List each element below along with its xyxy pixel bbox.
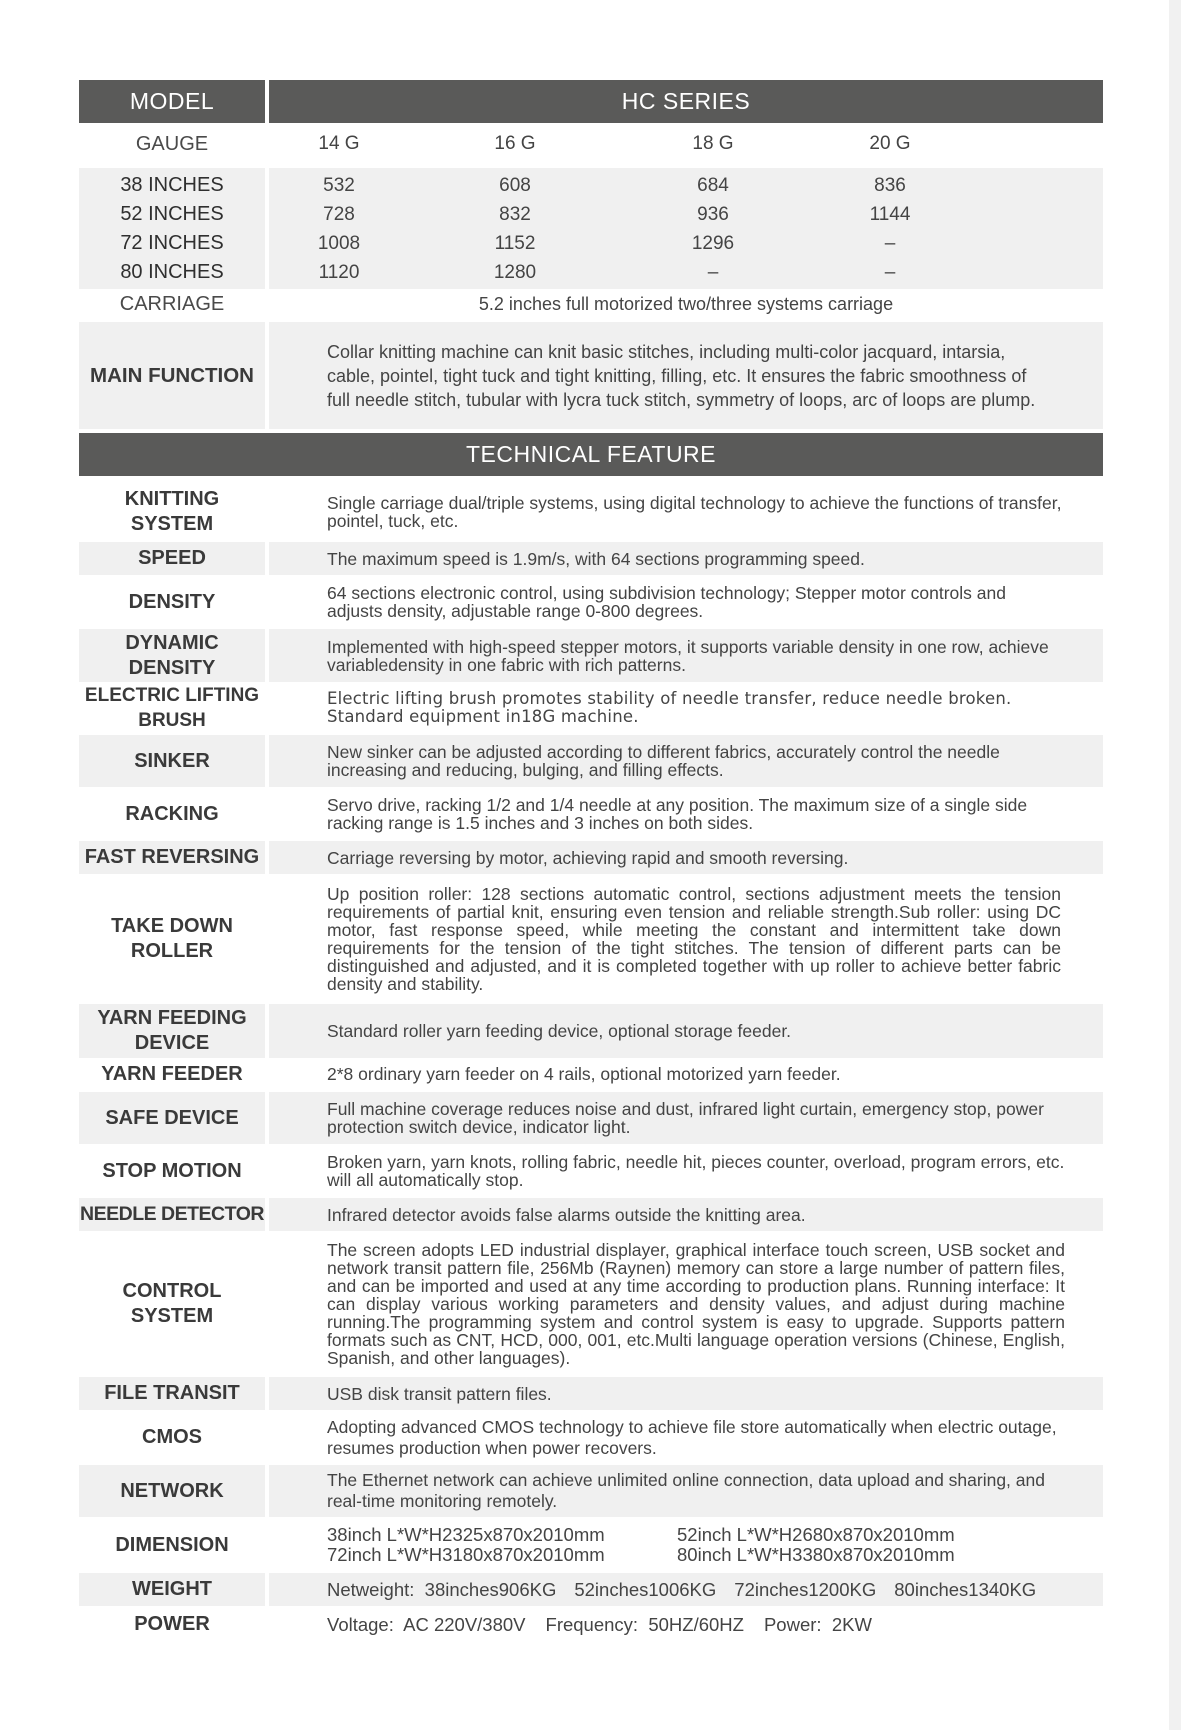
feature-row-density: [79, 577, 1103, 627]
take-down-roller-label-2: ROLLER: [130, 940, 214, 962]
dynamic-density-label-2: DENSITY: [128, 656, 216, 679]
feature-row-file-transit: [79, 1377, 1103, 1410]
gauge-values: [269, 135, 1103, 153]
feature-row-cmos: [79, 1412, 1103, 1463]
electric-lifting-brush-value: Electric lifting brush promotes stability of needle transfer, reduce needle broken. Standard equipment in18G machine.: [327, 688, 1012, 726]
feature-row-control-system: [79, 1233, 1103, 1375]
spec-sheet: [79, 80, 1103, 1641]
yarn-feeding-device-label-1: YARN FEEDING: [97, 1007, 247, 1029]
capacity-label-52: 52 INCHES: [120, 202, 224, 225]
dimension-values: [327, 1526, 1047, 1564]
file-transit-label: FILE TRANSIT: [79, 1377, 265, 1410]
capacity-cell: 608: [499, 174, 531, 196]
gauge-20g: 20 G: [869, 133, 911, 154]
power-label: POWER: [134, 1613, 210, 1635]
fast-reversing-label: FAST REVERSING: [79, 841, 265, 874]
feature-row-weight: [79, 1573, 1103, 1606]
electric-lifting-brush-label-2: BRUSH: [138, 709, 206, 731]
feature-row-yarn-feeding-device: [79, 1004, 1103, 1058]
technical-header-row: [79, 433, 1103, 476]
technical-feature-header: TECHNICAL FEATURE: [79, 433, 1103, 476]
capacity-block: [79, 168, 1103, 289]
model-header-row: [79, 80, 1103, 123]
yarn-feeding-device-value: Standard roller yarn feeding device, optional storage feeder.: [327, 1021, 792, 1041]
capacity-cell: 1144: [869, 203, 911, 225]
capacity-label-80: 80 INCHES: [120, 260, 224, 283]
yarn-feeder-label: YARN FEEDER: [101, 1062, 243, 1085]
feature-row-knitting-system: [79, 483, 1103, 540]
control-system-label-1: CONTROL: [122, 1280, 222, 1302]
capacity-cell: 936: [697, 203, 729, 225]
control-system-label-2: SYSTEM: [130, 1305, 214, 1327]
fast-reversing-value: Carriage reversing by motor, achieving rapid and smooth reversing.: [327, 847, 849, 868]
weight-72: 72inches1200KG: [734, 1578, 877, 1600]
electric-lifting-brush-label-1: ELECTRIC LIFTING: [84, 684, 260, 706]
yarn-feeding-device-label-2: DEVICE: [134, 1032, 210, 1054]
racking-label: RACKING: [125, 802, 219, 825]
dimension-72: 72inch L*W*H3180x870x2010mm: [327, 1544, 605, 1565]
carriage-row: [79, 289, 1103, 319]
cmos-label: CMOS: [142, 1426, 202, 1448]
capacity-label-72: 72 INCHES: [120, 231, 224, 254]
feature-row-dimension: [79, 1519, 1103, 1571]
page-edge: [1169, 0, 1181, 1730]
capacity-cell: 1120: [318, 261, 360, 283]
weight-80: 80inches1340KG: [894, 1578, 1037, 1600]
feature-row-sinker: [79, 735, 1103, 787]
weight-label: WEIGHT: [79, 1573, 265, 1606]
capacity-cell: 1152: [494, 232, 536, 254]
carriage-label: CARRIAGE: [119, 292, 225, 315]
capacity-label-38: 38 INCHES: [120, 173, 224, 196]
dimension-label: DIMENSION: [115, 1533, 229, 1556]
power-voltage: Voltage: AC 220V/380V: [327, 1613, 526, 1635]
capacity-cell: 532: [323, 174, 355, 196]
carriage-value: 5.2 inches full motorized two/three systems carriage: [478, 294, 894, 314]
feature-row-network: [79, 1465, 1103, 1517]
gauge-18g: 18 G: [692, 133, 734, 154]
dynamic-density-label-1: DYNAMIC: [125, 631, 219, 654]
gauge-16g: 16 G: [494, 133, 536, 154]
feature-row-speed: [79, 542, 1103, 575]
capacity-cell: 836: [874, 174, 906, 196]
weight-values: [327, 1578, 1037, 1600]
safe-device-value: Full machine coverage reduces noise and dust, infrared light curtain, emergency stop, power protection switch device, indicator light.: [327, 1099, 1044, 1137]
weight-38: Netweight: 38inches906KG: [327, 1578, 557, 1600]
speed-value: The maximum speed is 1.9m/s, with 64 sections programming speed.: [327, 548, 865, 569]
gauge-row: [79, 123, 1103, 165]
dynamic-density-value: Implemented with high-speed stepper motors, it supports variable density in one row, achieve variabledensity in one fabric with rich patterns.: [327, 636, 1049, 675]
cmos-value: Adopting advanced CMOS technology to achieve file store automatically when electric outage, resumes production when power recovers.: [327, 1416, 1057, 1458]
feature-row-power: [79, 1608, 1103, 1641]
sinker-value: New sinker can be adjusted according to different fabrics, accurately control the needle increasing and reducing, bulging, and filling effects.: [327, 742, 1000, 780]
gauge-14g: 14 G: [318, 133, 360, 154]
racking-value: Servo drive, racking 1/2 and 1/4 needle at any position. The maximum size of a single side racking range is 1.5 inches and 3 inches on both sides.: [327, 795, 1028, 833]
weight-52: 52inches1006KG: [574, 1578, 717, 1600]
knitting-system-label-2: SYSTEM: [130, 512, 214, 535]
network-label: NETWORK: [79, 1465, 265, 1517]
feature-row-racking: [79, 789, 1103, 839]
feature-row-dynamic-density: [79, 629, 1103, 682]
capacity-cell: 832: [499, 203, 531, 225]
density-value: 64 sections electronic control, using subdivision technology; Stepper motor controls and adjusts density, adjustable range 0-800 degrees.: [327, 583, 1006, 621]
safe-device-label: SAFE DEVICE: [79, 1092, 265, 1144]
network-value: The Ethernet network can achieve unlimited online connection, data upload and sharing, and real-time monitoring remotely.: [327, 1470, 1045, 1511]
feature-row-take-down-roller: [79, 876, 1103, 1002]
dimension-52: 52inch L*W*H2680x870x2010mm: [677, 1524, 955, 1545]
capacity-cell: 684: [697, 174, 729, 196]
capacity-cell: 1280: [493, 261, 537, 283]
take-down-roller-label-1: TAKE DOWN: [111, 915, 233, 937]
stop-motion-value: Broken yarn, yarn knots, rolling fabric, needle hit, pieces counter, overload, program errors, etc. will all automatically stop.: [327, 1152, 1065, 1190]
control-system-value: The screen adopts LED industrial displayer, graphical interface touch screen, USB socket and network transit pattern file, 256Mb (Raynen) memory can store a large number of pattern files, and can be imported and used at any time according to production plans. Running interface: It can display various working parameters and density values, and adjust during machine running.The programming system and control system is easy to upgrade. Supports pattern formats such as CNT, HCD, 000, 001, etc.Multi language operation versions (Chinese, English, Spanish, and other languages).: [327, 1240, 1065, 1368]
dimension-80: 80inch L*W*H3380x870x2010mm: [677, 1544, 955, 1565]
feature-row-safe-device: [79, 1092, 1103, 1144]
capacity-cell: 728: [323, 203, 355, 225]
dimension-38: 38inch L*W*H2325x870x2010mm: [327, 1524, 605, 1545]
capacity-cell: 1296: [691, 232, 735, 254]
main-function-row: [79, 322, 1103, 429]
power-rating: Power: 2KW: [763, 1613, 872, 1635]
model-header: MODEL: [79, 80, 265, 123]
knitting-system-value: Single carriage dual/triple systems, using digital technology to achieve the functions of transfer, pointel, tuck, etc.: [327, 492, 1062, 531]
feature-row-fast-reversing: [79, 841, 1103, 874]
density-label: DENSITY: [128, 590, 216, 613]
power-frequency: Frequency: 50HZ/60HZ: [545, 1613, 744, 1635]
main-function-value: Collar knitting machine can knit basic stitches, including multi-color jacquard, intarsia, cable, pointel, tight tuck and tight knitting, filling, etc. It ensures the fabric smoothness of full needle stitch, tubular with lycra tuck stitch, symmetry of loops, arc of loops are plump.: [327, 341, 1036, 410]
capacity-row: [269, 200, 1103, 229]
gauge-label: GAUGE: [135, 132, 209, 155]
capacity-row: [269, 171, 1103, 200]
needle-detector-value: Infrared detector avoids false alarms outside the knitting area.: [327, 1204, 806, 1225]
feature-row-stop-motion: [79, 1146, 1103, 1196]
file-transit-value: USB disk transit pattern files.: [327, 1383, 552, 1404]
feature-row-needle-detector: [79, 1198, 1103, 1231]
feature-row-yarn-feeder: [79, 1058, 1103, 1090]
needle-detector-label: NEEDLE DETECTOR: [79, 1198, 265, 1231]
capacity-row: [269, 229, 1103, 258]
series-header: HC SERIES: [269, 80, 1103, 123]
sinker-label: SINKER: [79, 735, 265, 787]
knitting-system-label-1: KNITTING: [124, 487, 220, 510]
power-values: [327, 1613, 872, 1635]
yarn-feeder-value: 2*8 ordinary yarn feeder on 4 rails, optional motorized yarn feeder.: [327, 1064, 841, 1084]
capacity-cell: –: [884, 261, 896, 283]
speed-label: SPEED: [79, 542, 265, 575]
capacity-cell: –: [707, 261, 719, 283]
main-function-label: MAIN FUNCTION: [79, 322, 265, 429]
stop-motion-label: STOP MOTION: [102, 1159, 242, 1182]
feature-row-electric-lifting-brush: [79, 682, 1103, 733]
take-down-roller-value: Up position roller: 128 sections automatic control, sections adjustment meets the tension requirements of partial knit, ensuring even tension and reliable strength.Sub roller: using DC motor, fast response speed, while meeting the constant and intermittent take down requirements for the tension of the tight stitches. The tension of different parts can be distinguished and adjusted, and it is completed together with up roller to achieve better fabric density and stability.: [327, 884, 1061, 994]
capacity-cell: 1008: [317, 232, 361, 254]
capacity-row: [269, 258, 1103, 287]
capacity-cell: –: [884, 232, 896, 254]
